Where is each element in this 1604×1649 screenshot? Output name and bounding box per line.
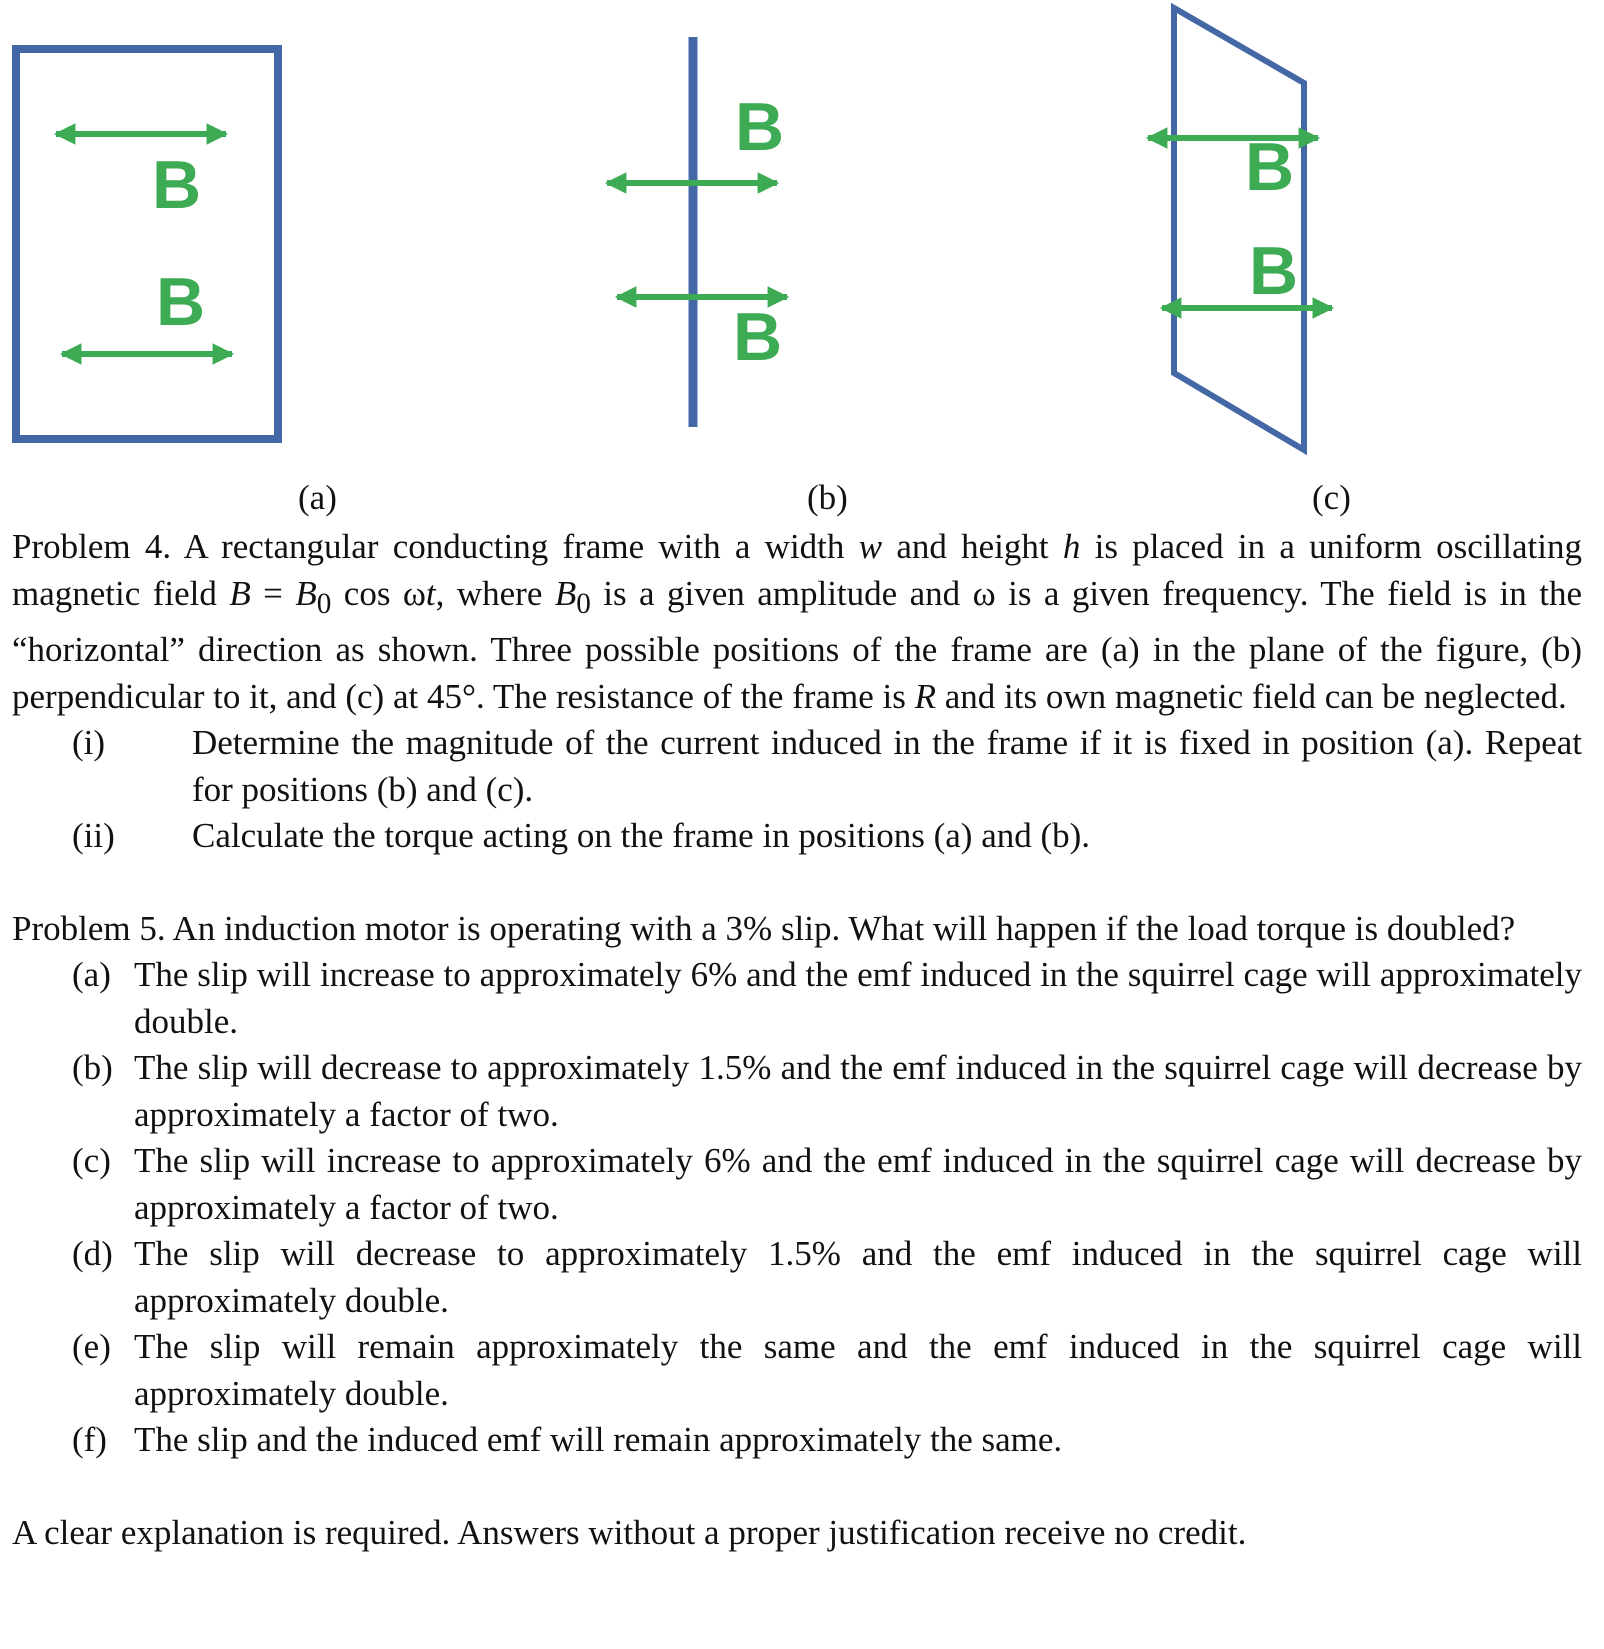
problem-5-option-f (12, 1417, 1582, 1464)
option-text: The slip and the induced emf will remain approximately the same. (134, 1420, 1063, 1459)
problem-4-part-ii (12, 813, 1582, 860)
option-text: The slip will remain approximately the same and the emf induced in the squirrel cage will approximately double. (134, 1327, 1582, 1413)
option-text: The slip will increase to approximately 6% and the emf induced in the squirrel cage will decrease by approximately a factor of two. (134, 1141, 1582, 1227)
frame-a-rectangle (16, 49, 278, 439)
option-text: The slip will decrease to approximately 1.5% and the emf induced in the squirrel cage will approximately double. (134, 1234, 1582, 1320)
var-R: R (914, 676, 936, 716)
problem-4-intro: Problem 4. A rectangular conducting frame with a width w and height h is placed in a uniform oscillating magnetic field $B = B_0$ cos ωt, where $B_0$ is a given amplitude and ω is a given frequency. The field is in the “horizontal” direction as shown. Three possible positions of the frame are (a) in the plane of the figure, (b) perpendicular to it, and (c) at 45°. The resistance of the frame is R and its own magnetic field can be neglected. (12, 527, 1582, 716)
caption-a: (a) (298, 478, 337, 517)
field-label-a-lower: B (156, 264, 206, 340)
caption-c: (c) (1312, 478, 1351, 517)
option-label: (a) (72, 955, 111, 994)
frame-c-parallelogram (1174, 8, 1304, 450)
option-label: (b) (72, 1048, 113, 1087)
field-label-a-upper: B (152, 147, 202, 223)
frame-figure (0, 0, 1604, 470)
field-label-b-lower: B (733, 299, 783, 375)
caption-b: (b) (807, 478, 848, 517)
part-label: (i) (72, 723, 106, 762)
problem-5-option-a (12, 952, 1582, 1045)
footer-note: A clear explanation is required. Answers without a proper justification receive no credit. (12, 1512, 1247, 1552)
problem-5-option-d (12, 1231, 1582, 1324)
problem-5-option-c (12, 1138, 1582, 1231)
problem-5-option-e (12, 1324, 1582, 1417)
option-label: (e) (72, 1327, 111, 1366)
part-text: Determine the magnitude of the current induced in the frame if it is fixed in position (a). Repeat for positions (b) and (c). (192, 723, 1582, 809)
field-label-b-upper: B (735, 89, 785, 165)
option-label: (f) (72, 1420, 107, 1459)
field-label-c-lower: B (1249, 233, 1299, 309)
problem-5-option-b (12, 1045, 1582, 1138)
part-label: (ii) (72, 816, 115, 855)
part-text: Calculate the torque acting on the frame in positions (a) and (b). (192, 816, 1091, 855)
option-label: (d) (72, 1234, 113, 1273)
problem-5-intro: Problem 5. An induction motor is operating with a 3% slip. What will happen if the load torque is doubled? (12, 908, 1516, 948)
option-text: The slip will increase to approximately 6% and the emf induced in the squirrel cage will approximately double. (134, 955, 1582, 1041)
field-label-c-upper: B (1245, 129, 1295, 205)
option-text: The slip will decrease to approximately 1.5% and the emf induced in the squirrel cage will decrease by approximately a factor of two. (134, 1048, 1582, 1134)
var-h: h (1062, 527, 1081, 566)
option-label: (c) (72, 1141, 111, 1180)
var-w: w (858, 527, 883, 566)
problem-text (12, 524, 1582, 1556)
problem-4-part-i (12, 720, 1582, 813)
